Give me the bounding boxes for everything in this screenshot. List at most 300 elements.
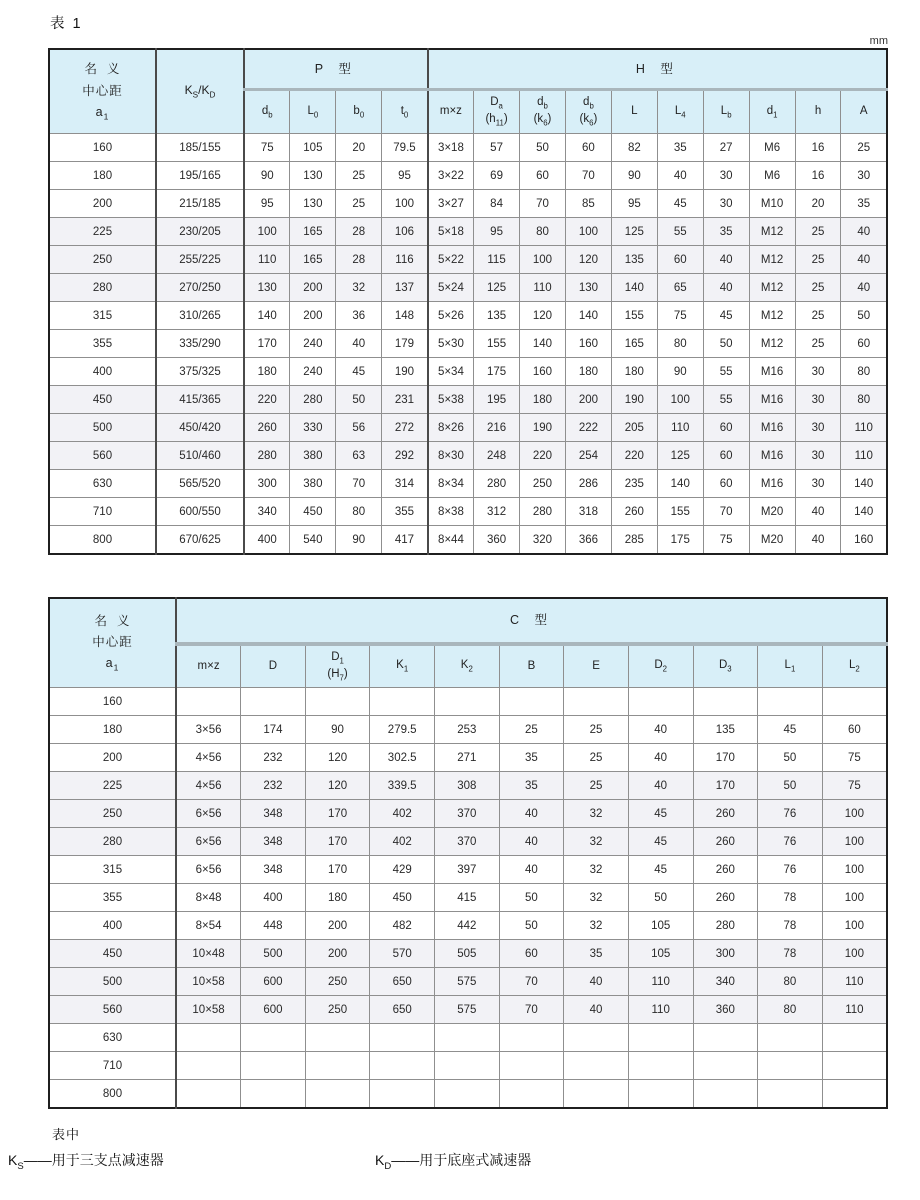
table-cell: M16 — [749, 358, 795, 386]
table-cell: 255/225 — [156, 246, 244, 274]
table-cell: 5×18 — [428, 218, 474, 246]
table-cell — [241, 1080, 306, 1109]
table-cell: 135 — [611, 246, 657, 274]
table-cell: M12 — [749, 274, 795, 302]
table-cell: 280 — [49, 828, 176, 856]
table-cell: 110 — [822, 996, 887, 1024]
table-cell: 40 — [795, 498, 841, 526]
table-cell: 8×34 — [428, 470, 474, 498]
table-cell: 6×56 — [176, 828, 241, 856]
table-cell: 348 — [241, 856, 306, 884]
table-cell: 32 — [564, 856, 629, 884]
table-cell: 220 — [611, 442, 657, 470]
table-cell: 250 — [520, 470, 566, 498]
table-cell: M12 — [749, 246, 795, 274]
table-cell: 110 — [244, 246, 290, 274]
table-cell: 40 — [564, 996, 629, 1024]
ks-header-cell: $K_S/K_D$ — [156, 49, 244, 134]
table-cell: 50 — [499, 912, 564, 940]
table-cell: 36 — [336, 302, 382, 330]
table-cell: 35 — [657, 134, 703, 162]
table-cell: 366 — [565, 526, 611, 555]
table-cell: 50 — [703, 330, 749, 358]
table-cell — [370, 1052, 435, 1080]
table-cell: 30 — [703, 162, 749, 190]
table-cell: 318 — [565, 498, 611, 526]
table-cell: 25 — [336, 162, 382, 190]
table-cell: 75 — [822, 744, 887, 772]
table-cell: M20 — [749, 526, 795, 555]
table-cell: 155 — [474, 330, 520, 358]
table-cell — [693, 1052, 758, 1080]
table-cell: 140 — [841, 470, 887, 498]
table-cell: 45 — [628, 856, 693, 884]
table-cell: 271 — [435, 744, 500, 772]
table-cell: 40 — [564, 968, 629, 996]
table-cell: 200 — [305, 912, 370, 940]
table-cell: 560 — [49, 996, 176, 1024]
table-cell: 76 — [758, 856, 823, 884]
column-header-cell: h — [795, 90, 841, 134]
table-cell: 335/290 — [156, 330, 244, 358]
table-cell: 60 — [822, 716, 887, 744]
table-cell: 360 — [474, 526, 520, 555]
column-header-cell: $d_1$ — [749, 90, 795, 134]
table-cell: 253 — [435, 716, 500, 744]
group-header-cell: P 型 — [244, 49, 428, 90]
table-cell: 30 — [795, 358, 841, 386]
table-cell: M16 — [749, 470, 795, 498]
table-row — [49, 940, 887, 968]
table-cell: 69 — [474, 162, 520, 190]
table-cell: 10×58 — [176, 996, 241, 1024]
column-header-cell: B — [499, 644, 564, 688]
table-cell: 110 — [657, 414, 703, 442]
table-cell: 110 — [520, 274, 566, 302]
table-cell: 125 — [474, 274, 520, 302]
table-row — [49, 772, 887, 800]
table-cell: 45 — [628, 800, 693, 828]
table-row — [49, 744, 887, 772]
table-cell: 285 — [611, 526, 657, 555]
table-cell: 355 — [49, 884, 176, 912]
table-row — [49, 470, 887, 498]
table-cell: 110 — [822, 968, 887, 996]
table-cell: 20 — [336, 134, 382, 162]
table-cell — [435, 1080, 500, 1109]
table-cell — [176, 1052, 241, 1080]
table-cell: 300 — [244, 470, 290, 498]
table-cell: 78 — [758, 884, 823, 912]
table-cell: 340 — [244, 498, 290, 526]
table-cell: 205 — [611, 414, 657, 442]
table-cell — [435, 1024, 500, 1052]
table-cell — [305, 1024, 370, 1052]
table-cell: 6×56 — [176, 856, 241, 884]
table-cell: 90 — [611, 162, 657, 190]
note-ks — [8, 1150, 375, 1172]
table-cell: 35 — [499, 744, 564, 772]
table-cell: 90 — [244, 162, 290, 190]
table-cell: 16 — [795, 162, 841, 190]
table-cell: 248 — [474, 442, 520, 470]
table-cell — [758, 1080, 823, 1109]
table-cell: 30 — [841, 162, 887, 190]
table-cell: 180 — [244, 358, 290, 386]
table-cell: 32 — [336, 274, 382, 302]
table-cell — [241, 1024, 306, 1052]
table-cell: 25 — [564, 744, 629, 772]
table-cell: 292 — [382, 442, 428, 470]
table-cell: 400 — [49, 912, 176, 940]
table-cell: 280 — [244, 442, 290, 470]
table-cell: 280 — [290, 386, 336, 414]
column-header-cell: m×z — [176, 644, 241, 688]
table-cell: 575 — [435, 968, 500, 996]
table-cell: 510/460 — [156, 442, 244, 470]
table-cell: 120 — [305, 744, 370, 772]
table-cell: 32 — [564, 828, 629, 856]
table-cell — [822, 688, 887, 716]
table-cell: 106 — [382, 218, 428, 246]
table-cell: 160 — [49, 134, 156, 162]
table-cell: 100 — [822, 828, 887, 856]
table-cell: 360 — [693, 996, 758, 1024]
table-cell: 4×56 — [176, 744, 241, 772]
table-cell: 3×56 — [176, 716, 241, 744]
table-cell: 300 — [693, 940, 758, 968]
table-cell: 25 — [499, 716, 564, 744]
column-header-cell: $L_b$ — [703, 90, 749, 134]
table-cell: 100 — [822, 940, 887, 968]
table-cell: 260 — [693, 856, 758, 884]
table-cell: 90 — [657, 358, 703, 386]
table-cell: 40 — [841, 218, 887, 246]
table-cell: 540 — [290, 526, 336, 555]
name-header-cell: 名 义 中心距 $a_1$ — [49, 598, 176, 688]
table-cell: 170 — [244, 330, 290, 358]
table-cell — [370, 1080, 435, 1109]
column-header-cell: $K_1$ — [370, 644, 435, 688]
table-cell: 28 — [336, 218, 382, 246]
header-group-row — [49, 598, 887, 644]
table-cell: 348 — [241, 800, 306, 828]
table-cell: 180 — [565, 358, 611, 386]
table-cell: M20 — [749, 498, 795, 526]
table-cell: 105 — [290, 134, 336, 162]
table-cell: 100 — [520, 246, 566, 274]
column-header-cell: E — [564, 644, 629, 688]
table-cell: M6 — [749, 162, 795, 190]
column-header-cell: $D_a$ $(h_{11})$ — [474, 90, 520, 134]
name-header-cell: 名 义 中心距 $a_1$ — [49, 49, 156, 134]
table-row — [49, 1024, 887, 1052]
table-cell: 600 — [241, 968, 306, 996]
table-cell: 100 — [565, 218, 611, 246]
table-cell: 250 — [49, 246, 156, 274]
table-cell: 315 — [49, 302, 156, 330]
table-cell: 380 — [290, 442, 336, 470]
table-cell: 179 — [382, 330, 428, 358]
table-cell: 40 — [628, 772, 693, 800]
table-cell: 650 — [370, 968, 435, 996]
table-cell: 60 — [703, 442, 749, 470]
table-cell: 400 — [244, 526, 290, 555]
table-cell: 160 — [841, 526, 887, 555]
table-row — [49, 302, 887, 330]
table-cell: 110 — [841, 414, 887, 442]
table-cell: 8×54 — [176, 912, 241, 940]
table-cell: 630 — [49, 470, 156, 498]
table-row — [49, 190, 887, 218]
table-cell: 50 — [758, 772, 823, 800]
table-cell: 80 — [336, 498, 382, 526]
table-cell — [305, 688, 370, 716]
table-cell — [305, 1080, 370, 1109]
column-header-cell: $d_b$ $(k_6)$ — [520, 90, 566, 134]
table-cell: 137 — [382, 274, 428, 302]
table-cell: 417 — [382, 526, 428, 555]
table-cell: 240 — [290, 330, 336, 358]
table-cell: 200 — [290, 274, 336, 302]
table-cell: 175 — [657, 526, 703, 555]
table-row — [49, 1080, 887, 1109]
table-cell: 330 — [290, 414, 336, 442]
table-title: 表 1 — [50, 16, 83, 32]
table-cell: 260 — [244, 414, 290, 442]
table-cell: 32 — [564, 884, 629, 912]
table-cell: 400 — [241, 884, 306, 912]
table-row — [49, 800, 887, 828]
table-row — [49, 912, 887, 940]
table-cell: 370 — [435, 800, 500, 828]
table-cell: 25 — [795, 274, 841, 302]
table-cell: 600/550 — [156, 498, 244, 526]
note-kd — [375, 1150, 531, 1172]
table-cell: 40 — [499, 800, 564, 828]
table-cell: 600 — [241, 996, 306, 1024]
table-cell: 120 — [305, 772, 370, 800]
table-cell: 310/265 — [156, 302, 244, 330]
table-cell: 5×34 — [428, 358, 474, 386]
table-notes — [8, 1124, 888, 1172]
table-cell: 35 — [564, 940, 629, 968]
table-cell: 450/420 — [156, 414, 244, 442]
table-cell: 130 — [244, 274, 290, 302]
table-cell: 185/155 — [156, 134, 244, 162]
table-cell: 710 — [49, 1052, 176, 1080]
table-cell: 45 — [628, 828, 693, 856]
table-cell — [370, 1024, 435, 1052]
table-cell: 10×48 — [176, 940, 241, 968]
table-cell: 35 — [841, 190, 887, 218]
table-cell: 175 — [474, 358, 520, 386]
table-cell: 500 — [49, 968, 176, 996]
table-cell: 40 — [499, 828, 564, 856]
table-cell: 170 — [305, 800, 370, 828]
table-cell: 40 — [336, 330, 382, 358]
table-cell: 70 — [565, 162, 611, 190]
table-cell: 165 — [611, 330, 657, 358]
table-cell: 160 — [49, 688, 176, 716]
table-cell: 79.5 — [382, 134, 428, 162]
table-cell: 35 — [703, 218, 749, 246]
table-cell: 5×30 — [428, 330, 474, 358]
table-cell: 570 — [370, 940, 435, 968]
table-cell: 272 — [382, 414, 428, 442]
table-cell: 165 — [290, 218, 336, 246]
table-cell: 650 — [370, 996, 435, 1024]
table-cell: 25 — [795, 218, 841, 246]
table-cell: 80 — [520, 218, 566, 246]
group-header-cell: H 型 — [428, 49, 887, 90]
table-row — [49, 526, 887, 555]
table-row — [49, 1052, 887, 1080]
table-cell: 200 — [49, 190, 156, 218]
table-cell: 70 — [336, 470, 382, 498]
table-cell: 314 — [382, 470, 428, 498]
table-cell: 560 — [49, 442, 156, 470]
table-cell: 75 — [822, 772, 887, 800]
table-cell: 442 — [435, 912, 500, 940]
table-cell: 575 — [435, 996, 500, 1024]
table-cell: 170 — [693, 772, 758, 800]
table-row — [49, 884, 887, 912]
table-cell: 165 — [290, 246, 336, 274]
table-cell: 215/185 — [156, 190, 244, 218]
table-cell: 260 — [693, 828, 758, 856]
table-cell: 505 — [435, 940, 500, 968]
table-row — [49, 330, 887, 358]
table-cell: 75 — [657, 302, 703, 330]
table-cell: 355 — [382, 498, 428, 526]
table-cell: 50 — [628, 884, 693, 912]
table-cell: 30 — [795, 386, 841, 414]
column-header-cell: $t_0$ — [382, 90, 428, 134]
column-header-cell: $K_2$ — [435, 644, 500, 688]
table-cell: 190 — [520, 414, 566, 442]
table-cell: 130 — [290, 190, 336, 218]
table-cell: 10×58 — [176, 968, 241, 996]
table-cell: 27 — [703, 134, 749, 162]
table-cell: 8×44 — [428, 526, 474, 555]
table-cell: 45 — [703, 302, 749, 330]
table-cell: M16 — [749, 386, 795, 414]
table-cell: 50 — [841, 302, 887, 330]
table-cell: 232 — [241, 772, 306, 800]
table-cell: 120 — [565, 246, 611, 274]
table-cell: 180 — [520, 386, 566, 414]
table-cell: 60 — [703, 414, 749, 442]
column-header-cell: $L_0$ — [290, 90, 336, 134]
table-cell: 25 — [336, 190, 382, 218]
table-cell: 60 — [657, 246, 703, 274]
table-cell: 80 — [841, 386, 887, 414]
table-cell — [241, 688, 306, 716]
table-cell: 200 — [305, 940, 370, 968]
column-header-cell: $b_0$ — [336, 90, 382, 134]
column-header-cell: A — [841, 90, 887, 134]
table-cell: 5×24 — [428, 274, 474, 302]
table-cell — [564, 1052, 629, 1080]
table-cell — [176, 688, 241, 716]
table-cell: 40 — [841, 246, 887, 274]
table-row — [49, 442, 887, 470]
table-cell: 95 — [382, 162, 428, 190]
table-cell: 286 — [565, 470, 611, 498]
table-cell: 105 — [628, 940, 693, 968]
column-header-cell: m×z — [428, 90, 474, 134]
table-cell — [435, 688, 500, 716]
table-cell: 100 — [244, 218, 290, 246]
table-cell: M12 — [749, 302, 795, 330]
table-row — [49, 856, 887, 884]
table-cell: 90 — [336, 526, 382, 555]
table-cell: 5×38 — [428, 386, 474, 414]
column-header-cell: $d_b$ $(k_6)$ — [565, 90, 611, 134]
table-cell: 375/325 — [156, 358, 244, 386]
table-cell: M16 — [749, 442, 795, 470]
note-kd-text: ——用于底座式减速器 — [391, 1152, 532, 1168]
column-header-cell: $d_b$ — [244, 90, 290, 134]
table-cell: 75 — [703, 526, 749, 555]
table-cell — [758, 688, 823, 716]
table-cell — [628, 1024, 693, 1052]
table-cell: 5×26 — [428, 302, 474, 330]
table-cell: 55 — [703, 358, 749, 386]
table-cell: 78 — [758, 912, 823, 940]
table-cell: 130 — [565, 274, 611, 302]
table-cell: 270/250 — [156, 274, 244, 302]
table-cell: 180 — [49, 716, 176, 744]
table-cell: 195 — [474, 386, 520, 414]
column-header-cell: $L_2$ — [822, 644, 887, 688]
table-cell: 30 — [795, 414, 841, 442]
table-cell: 40 — [628, 716, 693, 744]
table-cell: 312 — [474, 498, 520, 526]
table-cell: 63 — [336, 442, 382, 470]
table-cell: 130 — [290, 162, 336, 190]
table-cell: 115 — [474, 246, 520, 274]
table-cell: 190 — [611, 386, 657, 414]
table-cell: M16 — [749, 414, 795, 442]
table-cell — [564, 1080, 629, 1109]
table-cell: 160 — [520, 358, 566, 386]
table-cell: 397 — [435, 856, 500, 884]
group-header-cell: C 型 — [176, 598, 887, 644]
table-cell: 565/520 — [156, 470, 244, 498]
table-cell: 260 — [611, 498, 657, 526]
table-cell: 190 — [382, 358, 428, 386]
table-cell — [628, 688, 693, 716]
table-cell: 222 — [565, 414, 611, 442]
table-cell: 140 — [565, 302, 611, 330]
table-cell — [305, 1052, 370, 1080]
table-row — [49, 996, 887, 1024]
table-cell: 78 — [758, 940, 823, 968]
table-cell — [758, 1052, 823, 1080]
table-row — [49, 218, 887, 246]
table-cell: 250 — [305, 996, 370, 1024]
table-cell: 45 — [336, 358, 382, 386]
table-cell: 448 — [241, 912, 306, 940]
table-row — [49, 358, 887, 386]
table-cell: 315 — [49, 856, 176, 884]
unit-label: mm — [869, 35, 888, 47]
table-cell — [499, 1052, 564, 1080]
note-ks-symbol: $K_S$ — [8, 1152, 24, 1172]
table-cell: 120 — [520, 302, 566, 330]
